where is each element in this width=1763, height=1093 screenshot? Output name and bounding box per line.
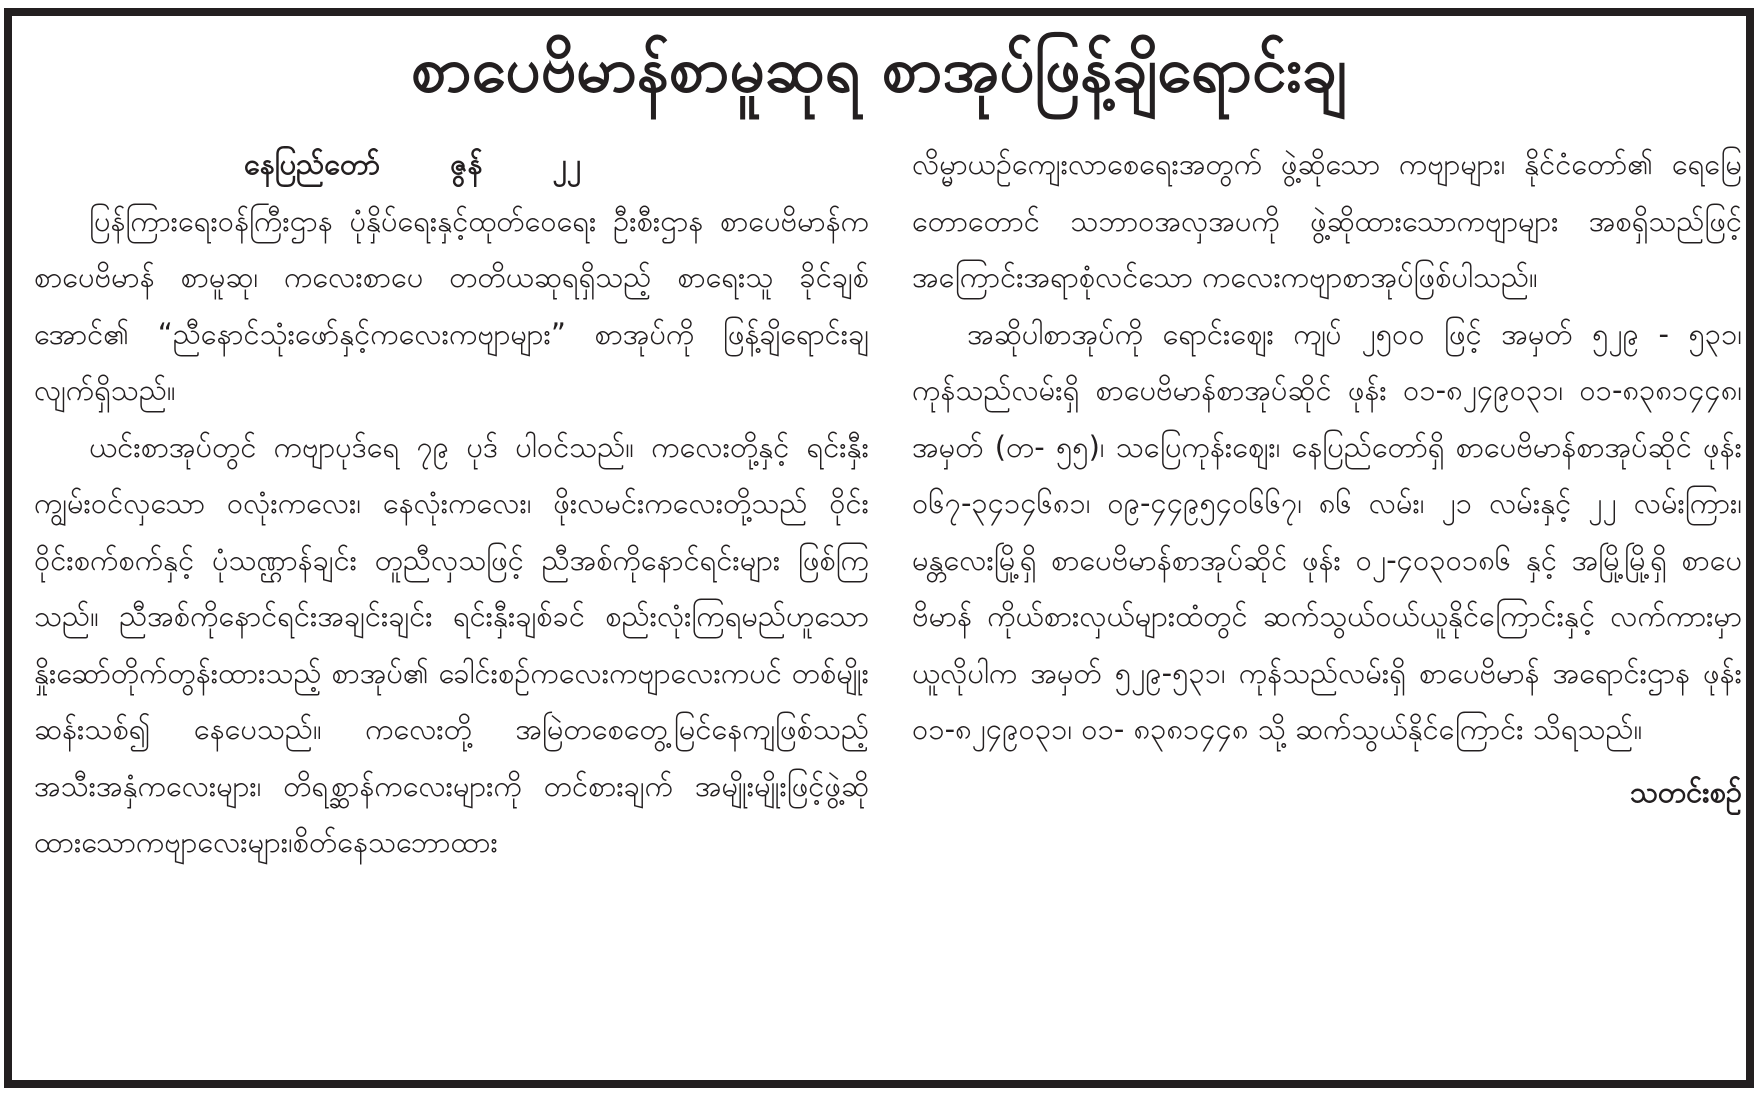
byline-signature: သတင်းစဉ် <box>1629 774 1742 809</box>
dateline-day: ၂၂ <box>552 147 582 181</box>
paragraph: လိမ္မာယဉ်ကျေးလာစေရေးအတွက် ဖွဲ့ဆိုသော ကဗျာများ၊ နိုင်ငံတော်၏ ရေမြေတောတောင် သဘာဝအလှအပကို ဖွဲ့ဆိုထားသောကဗျာများ အစရှိသည်ဖြင့် အကြောင်းအရာစုံလင်သော ကလေးကဗျာစာအုပ်ဖြစ်ပါသည်။ <box>912 147 1742 294</box>
dateline <box>34 136 869 193</box>
paragraph: ပြန်ကြားရေးဝန်ကြီးဌာန ပုံနှိပ်ရေးနှင့်ထုတ်ဝေရေး ဦးစီးဌာန စာပေဗိမာန်က စာပေဗိမာန် စာမူဆု၊ ကလေးစာပေ တတိယဆုရရှိသည့် စာရေးသူ ခိုင်ချစ်အောင်၏ “ညီနောင်သုံးဖော်နှင့်ကလေးကဗျာများ” စာအုပ်ကို ဖြန့်ချိရောင်းချလျက်ရှိသည်။ <box>34 203 869 407</box>
paragraph: အဆိုပါစာအုပ်ကို ရောင်းဈေး ကျပ် ၂၅၀၀ ဖြင့် အမှတ် ၅၂၉ - ၅၃၁၊ ကုန်သည်လမ်းရှိ စာပေဗိမာန်စာအုပ်ဆိုင် ဖုန်း ၀၁-၈၂၄၉၀၃၁၊ ၀၁-၈၃၈၁၄၄၈၊ အမှတ် (တ- ၅၅)၊ သပြေကုန်းဈေး၊ နေပြည်တော်ရှိ စာပေဗိမာန်စာအုပ်ဆိုင် ဖုန်း ၀၆၇-၃၄၁၄၆၈၁၊ ၀၉-၄၄၉၅၄၀၆၆၇၊ ၈၆ လမ်း၊ ၂၁ လမ်းနှင့် ၂၂ လမ်းကြား၊ မန္တလေးမြို့ရှိ စာပေဗိမာန်စာအုပ်ဆိုင် ဖုန်း ၀၂-၄၀၃၀၁၈၆ နှင့် အမြို့မြို့ရှိ စာပေဗိမာန် ကိုယ်စားလှယ်များထံတွင် ဆက်သွယ်ဝယ်ယူနိုင်ကြောင်းနှင့် လက်ကားမှာယူလိုပါက အမှတ် ၅၂၉-၅၃၁၊ ကုန်သည်လမ်းရှိ စာပေဗိမာန် အရောင်းဌာန ဖုန်း ၀၁-၈၂၄၉၀၃၁၊ ၀၁- ၈၃၈၁၄၄၈ သို့ ဆက်သွယ်နိုင်ကြောင်း သိရသည်။ <box>912 316 1742 746</box>
article-frame <box>4 8 1754 1088</box>
dateline-place: နေပြည်တော် <box>244 147 381 181</box>
dateline-month: ဇွန် <box>450 147 483 181</box>
right-column <box>912 136 1742 1086</box>
headline: စာပေဗိမာန်စာမူဆုရ စာအုပ်ဖြန့်ချိရောင်းချ <box>411 33 1347 106</box>
left-column <box>34 136 869 1086</box>
paragraph: ယင်းစာအုပ်တွင် ကဗျာပုဒ်ရေ ၇၉ ပုဒ် ပါဝင်သည်။ ကလေးတို့နှင့် ရင်းနှီးကျွမ်းဝင်လှသော ဝလုံးကလေး၊ နေလုံးကလေး၊ ဖိုးလမင်းကလေးတို့သည် ဝိုင်းဝိုင်းစက်စက်နှင့် ပုံသဏ္ဌာန်ချင်း တူညီလှသဖြင့် ညီအစ်ကိုနောင်ရင်းများ ဖြစ်ကြသည်။ ညီအစ်ကိုနောင်ရင်းအချင်းချင်း ရင်းနှီးချစ်ခင် စည်းလုံးကြရမည်ဟူသော နှိုးဆော်တိုက်တွန်းထားသည့် စာအုပ်၏ ခေါင်းစဉ်ကလေးကဗျာလေးကပင် တစ်မျိုးဆန်းသစ်၍ နေပေသည်။ ကလေးတို့ အမြဲတစေတွေ့မြင်နေကျဖြစ်သည့် အသီးအနှံကလေးများ၊ တိရစ္ဆာန်ကလေးများကို တင်စားချက် အမျိုးမျိုးဖြင့်ဖွဲ့ဆိုထားသောကဗျာလေးများ၊စိတ်နေသဘောထား <box>34 429 869 859</box>
